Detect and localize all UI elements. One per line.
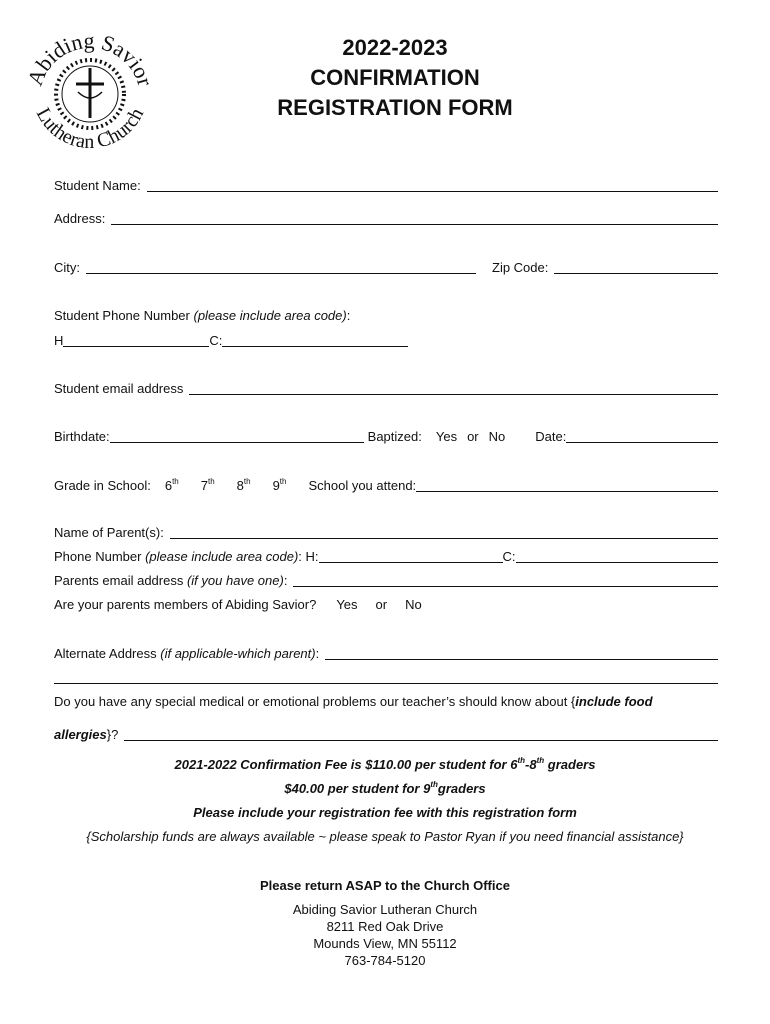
alt-address-label: Alternate Address xyxy=(54,646,157,661)
parent-email-field[interactable] xyxy=(293,572,718,587)
grade-8-option[interactable]: 8th xyxy=(236,477,251,493)
student-phone-note: (please include area code) xyxy=(193,308,347,323)
phone-home-field[interactable] xyxy=(63,332,209,347)
phone-home-label: H xyxy=(54,333,64,348)
church-seal-logo xyxy=(22,30,158,166)
parent-name-label: Name of Parent(s): xyxy=(54,525,164,540)
grade-7-option[interactable]: 7th xyxy=(200,477,215,493)
members-or: or xyxy=(375,597,388,612)
parent-name-row xyxy=(54,522,718,540)
student-phone-label-row: Student Phone Number (please include area code) : xyxy=(54,308,351,323)
address-label: Address: xyxy=(54,211,106,226)
school-field[interactable] xyxy=(416,477,718,492)
student-phone-label: Student Phone Number xyxy=(54,308,190,323)
church-phone: 763-784-5120 xyxy=(344,953,426,968)
scholarship-note: {Scholarship funds are always available ~ please speak to Pastor Ryan if you need financial assistance} xyxy=(86,829,684,844)
church-name: Abiding Savior Lutheran Church xyxy=(292,902,478,917)
student-phone-row xyxy=(54,330,408,348)
alt-address-note: (if applicable-which parent) xyxy=(160,646,316,661)
baptized-or: or xyxy=(467,429,479,444)
city-field[interactable] xyxy=(86,259,476,274)
baptized-no-option[interactable]: No xyxy=(488,429,506,444)
city-zip-row xyxy=(54,257,718,275)
parent-phone-row xyxy=(54,546,718,564)
student-email-field[interactable] xyxy=(189,380,718,395)
birthdate-label: Birthdate: xyxy=(54,429,110,444)
form-title-year: 2022-2023 xyxy=(342,35,448,60)
fee-line-3: Please include your registration fee with this registration form xyxy=(193,805,577,820)
zip-label: Zip Code: xyxy=(492,260,549,275)
parent-email-row: Parents email address (if you have one) : xyxy=(54,570,718,588)
city-label: City: xyxy=(54,260,80,275)
parent-phone-home-label: : H: xyxy=(298,549,319,564)
parent-phone-home-field[interactable] xyxy=(319,548,503,563)
address-row xyxy=(54,208,718,226)
student-email-label: Student email address xyxy=(54,381,184,396)
medical-question-bold: include food xyxy=(575,694,653,709)
members-row xyxy=(54,594,718,612)
grade-label: Grade in School: xyxy=(54,478,151,493)
student-name-field[interactable] xyxy=(147,177,718,192)
fee-line-2: $40.00 per student for 9thgraders xyxy=(284,780,486,796)
members-no-option[interactable]: No xyxy=(405,597,422,612)
allergies-label: allergies xyxy=(54,727,107,742)
medical-question-row xyxy=(54,691,718,709)
members-question: Are your parents members of Abiding Savior? xyxy=(54,597,317,612)
phone-cell-field[interactable] xyxy=(222,332,408,347)
alt-address-field-2[interactable] xyxy=(54,669,718,684)
address-field[interactable] xyxy=(111,210,718,225)
birthdate-row xyxy=(54,426,718,444)
parent-email-note: (if you have one) xyxy=(186,573,284,588)
grade-6-option[interactable]: 6th xyxy=(164,477,179,493)
school-label: School you attend: xyxy=(308,478,417,493)
alt-address-field[interactable] xyxy=(325,645,718,660)
fee-line-1: 2021-2022 Confirmation Fee is $110.00 per student for 6th-8th graders xyxy=(174,756,596,772)
church-city: Mounds View, MN 55112 xyxy=(313,936,457,951)
baptism-date-label: Date: xyxy=(535,429,567,444)
members-yes-option[interactable]: Yes xyxy=(336,597,358,612)
parent-phone-label: Phone Number xyxy=(54,549,142,564)
parent-phone-cell-field[interactable] xyxy=(516,548,718,563)
baptized-yes-option[interactable]: Yes xyxy=(435,429,458,444)
baptism-date-field[interactable] xyxy=(566,428,718,443)
return-heading: Please return ASAP to the Church Office xyxy=(260,878,510,893)
parent-phone-note: (please include area code) xyxy=(145,549,299,564)
medical-question: Do you have any special medical or emotional problems our teacher’s should know about { xyxy=(54,694,576,709)
form-title-confirmation: CONFIRMATION xyxy=(310,65,480,90)
medical-answer-field[interactable] xyxy=(124,726,718,741)
grade-row xyxy=(54,475,718,493)
allergies-end: }? xyxy=(106,727,119,742)
phone-cell-label: C: xyxy=(209,333,223,348)
grade-9-option[interactable]: 9th xyxy=(272,477,287,493)
form-title-registration: REGISTRATION FORM xyxy=(277,95,513,120)
parent-phone-cell-label: C: xyxy=(502,549,516,564)
parent-email-label: Parents email address xyxy=(54,573,184,588)
zip-field[interactable] xyxy=(554,259,718,274)
svg-text:Abiding Savior: Abiding Savior xyxy=(22,30,158,89)
student-name-row xyxy=(54,175,718,193)
alt-address-row: Alternate Address (if applicable-which parent) : xyxy=(54,643,718,661)
student-email-row xyxy=(54,378,718,396)
parent-name-field[interactable] xyxy=(170,524,718,539)
allergies-row xyxy=(54,724,718,742)
alt-address-row-2 xyxy=(54,667,718,685)
student-name-label: Student Name: xyxy=(54,178,141,193)
church-street: 8211 Red Oak Drive xyxy=(326,919,444,934)
birthdate-field[interactable] xyxy=(110,428,364,443)
svg-text:Lutheran Church: Lutheran Church xyxy=(31,104,149,154)
baptized-label: Baptized: xyxy=(367,429,422,444)
